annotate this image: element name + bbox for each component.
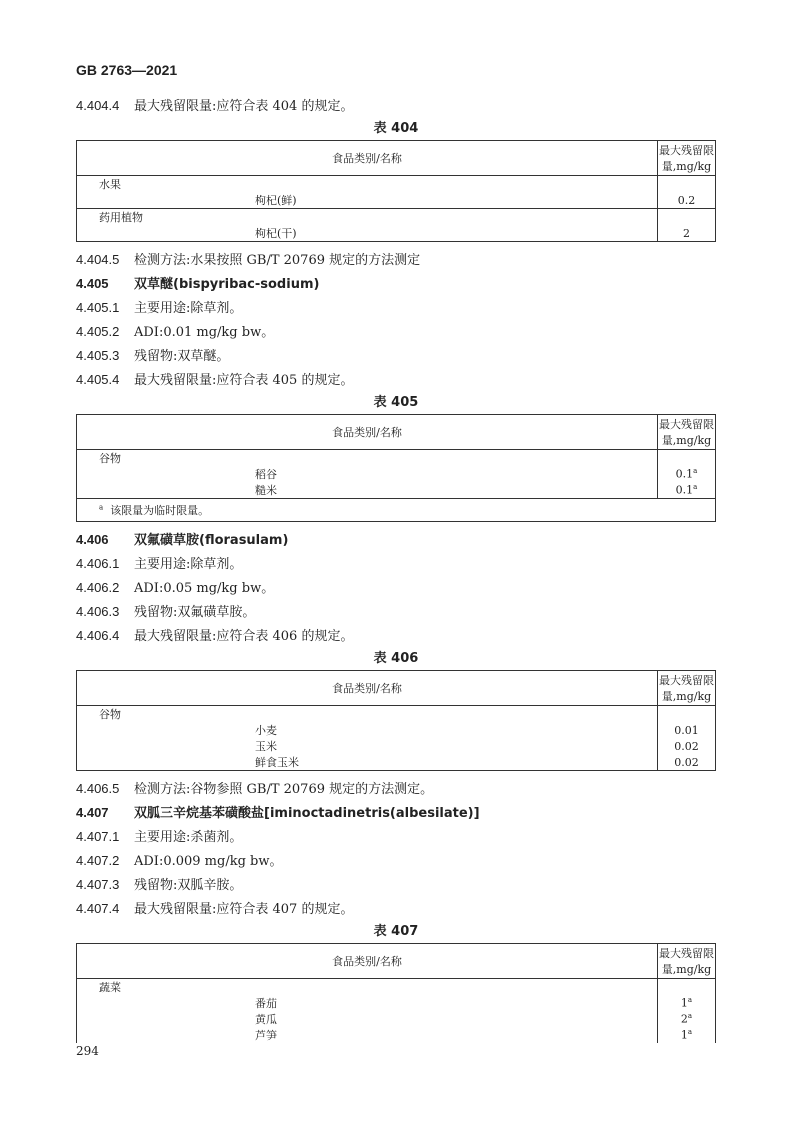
clause-4-406-1: 4.406.1 主要用途:除草剂。 xyxy=(76,556,243,572)
table-footnote: $^a$ 该限量为临时限量。 xyxy=(77,499,716,522)
table-404-caption: 表 404 xyxy=(373,121,419,136)
section-title-4-406: 4.406 双氟磺草胺(florasulam) xyxy=(76,532,289,548)
table-row: 芦笋 1$^a$ xyxy=(77,1027,716,1043)
column-header-mrl: 最大残留限量,mg/kg xyxy=(658,944,716,979)
footnote-mark: a xyxy=(687,996,693,1005)
document-body xyxy=(76,94,716,1049)
table-row: 玉米 0.02 xyxy=(77,738,716,754)
table-407-caption: 表 407 xyxy=(373,924,419,939)
table-row: 药用植物 xyxy=(77,209,716,226)
section-title-4-405: 4.405 双草醚(bispyribac-sodium) xyxy=(76,276,320,292)
column-header-mrl: 最大残留限量,mg/kg xyxy=(658,141,716,176)
table-row: 谷物 xyxy=(77,450,716,467)
clause-4-406-5: 4.406.5 检测方法:谷物参照 GB/T 20769 规定的方法测定。 xyxy=(76,781,434,797)
document-code-header: GB 2763—2021 xyxy=(76,62,178,78)
table-405-caption: 表 405 xyxy=(373,395,419,410)
column-header-food: 食品类别/名称 xyxy=(77,415,658,450)
table-row: 小麦 0.01 xyxy=(77,722,716,738)
clause-4-406-2: 4.406.2 ADI:0.05 mg/kg bw。 xyxy=(76,580,275,596)
clause-4-407-2: 4.407.2 ADI:0.009 mg/kg bw。 xyxy=(76,853,283,869)
clause-4-406-4: 4.406.4 最大残留限量:应符合表 406 的规定。 xyxy=(76,628,354,644)
table-row: 枸杞(鲜) 0.2 xyxy=(77,192,716,209)
page-number: 294 xyxy=(76,1044,99,1058)
table-row: 稻谷 0.1$^a$ xyxy=(77,466,716,482)
clause-4-404-4: 4.404.4 最大残留限量:应符合表 404 的规定。 xyxy=(76,98,354,114)
clause-4-407-1: 4.407.1 主要用途:杀菌剂。 xyxy=(76,829,243,845)
table-row: 蔬菜 xyxy=(77,979,716,996)
clause-4-404-5: 4.404.5 检测方法:水果按照 GB/T 20769 规定的方法测定 xyxy=(76,252,421,268)
column-header-mrl: 最大残留限量,mg/kg xyxy=(658,415,716,450)
table-row: 水果 xyxy=(77,176,716,193)
section-title-4-407: 4.407 双胍三辛烷基苯磺酸盐[iminoctadinetris(albesilate)] xyxy=(76,805,480,821)
table-407 xyxy=(76,943,716,1043)
table-405 xyxy=(76,414,716,522)
column-header-food: 食品类别/名称 xyxy=(77,141,658,176)
column-header-food: 食品类别/名称 xyxy=(77,944,658,979)
table-row: 糙米 0.1$^a$ xyxy=(77,482,716,499)
clause-4-405-1: 4.405.1 主要用途:除草剂。 xyxy=(76,300,243,316)
clause-4-405-3: 4.405.3 残留物:双草醚。 xyxy=(76,348,230,364)
table-row: 黄瓜 2$^a$ xyxy=(77,1011,716,1027)
footnote-mark: a xyxy=(687,1012,693,1021)
clause-4-405-2: 4.405.2 ADI:0.01 mg/kg bw。 xyxy=(76,324,275,340)
clause-4-407-4: 4.407.4 最大残留限量:应符合表 407 的规定。 xyxy=(76,901,354,917)
column-header-food: 食品类别/名称 xyxy=(77,671,658,706)
footnote-mark: a xyxy=(693,467,698,476)
footnote-mark: a xyxy=(693,483,698,492)
table-row: 谷物 xyxy=(77,706,716,723)
clause-4-406-3: 4.406.3 残留物:双氟磺草胺。 xyxy=(76,604,256,620)
clause-4-407-3: 4.407.3 残留物:双胍辛胺。 xyxy=(76,877,243,893)
clause-4-405-4: 4.405.4 最大残留限量:应符合表 405 的规定。 xyxy=(76,372,354,388)
table-row: 枸杞(干) 2 xyxy=(77,225,716,242)
table-406-caption: 表 406 xyxy=(373,651,419,666)
table-row: 鲜食玉米 0.02 xyxy=(77,754,716,771)
table-row: 番茄 1$^a$ xyxy=(77,995,716,1011)
column-header-mrl: 最大残留限量,mg/kg xyxy=(658,671,716,706)
table-406 xyxy=(76,670,716,771)
footnote-mark: a xyxy=(687,1028,693,1037)
table-404 xyxy=(76,140,716,242)
